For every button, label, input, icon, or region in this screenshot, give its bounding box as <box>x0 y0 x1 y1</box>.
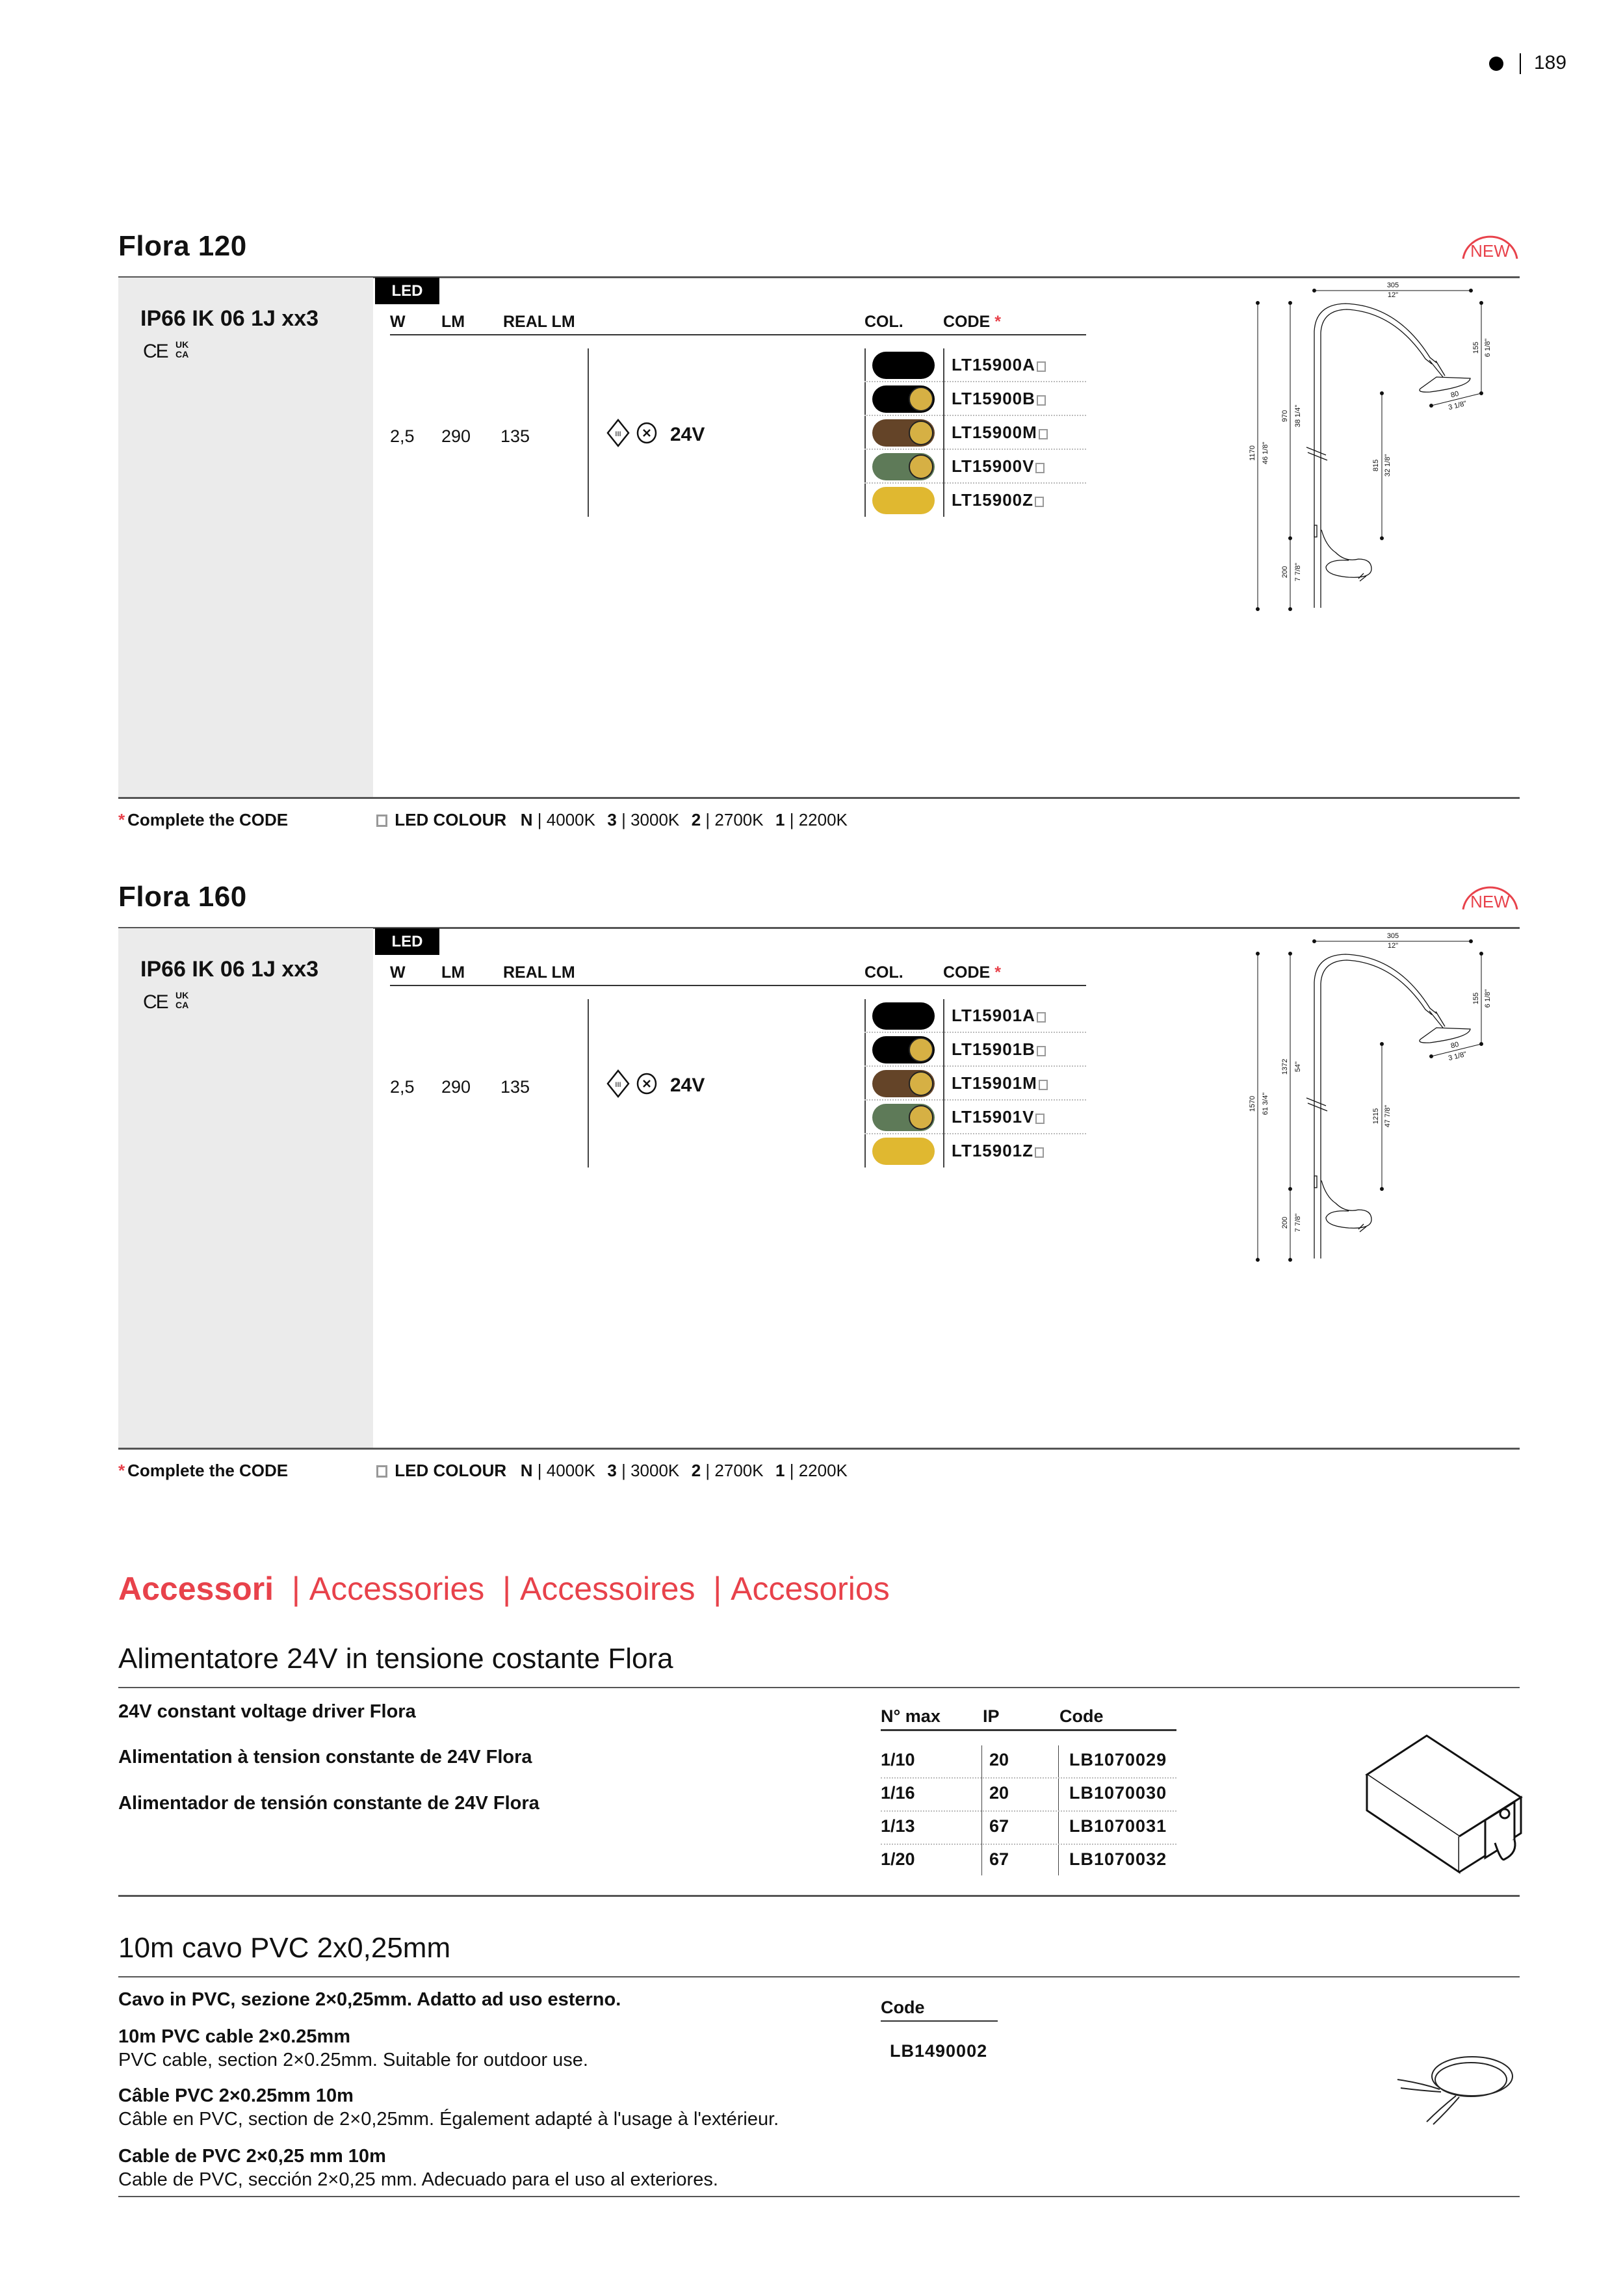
voltage-label: 24V <box>670 1075 705 1096</box>
dim-shade-in: 3 1/8" <box>1448 399 1468 412</box>
asterisk-icon: * <box>118 810 125 829</box>
header-col: COL. <box>864 963 903 982</box>
ce-mark-icon: CE <box>143 991 168 1013</box>
dim-head-in: 6 1/8" <box>1484 989 1492 1008</box>
value-real-lm: 135 <box>500 426 530 446</box>
driver-ip-cell: 67 <box>989 1816 1009 1836</box>
new-badge-label: NEW <box>1470 892 1510 911</box>
footnote-led-colour: LED COLOUR N | 4000K 3 | 3000K 2 | 2700K 1 | 2200K <box>375 1461 850 1481</box>
header-underline <box>390 985 1086 986</box>
colour-option-value: 2700K <box>714 1461 764 1480</box>
driver-header-code: Code <box>1059 1706 1104 1726</box>
header-code-label: CODE <box>943 313 991 331</box>
placeholder-box-icon <box>1035 463 1045 473</box>
colour-swatch-accent <box>909 1105 933 1130</box>
colour-swatch-accent <box>909 387 933 411</box>
dim-height-mm: 1215 <box>1372 1108 1380 1125</box>
column-divider <box>588 348 589 517</box>
footnote-complete-label: Complete the CODE <box>127 1461 289 1480</box>
product-code <box>952 1073 1048 1093</box>
colour-swatch-accent <box>909 454 933 479</box>
header-col: COL. <box>864 313 903 331</box>
placeholder-box-icon <box>1035 1114 1045 1124</box>
product-title: Flora 120 <box>118 230 247 262</box>
ukca-mark-icon: UK CA <box>175 339 189 359</box>
product-code <box>952 423 1048 443</box>
voltage-label: 24V <box>670 424 705 445</box>
header-code <box>943 963 1001 982</box>
value-lm: 290 <box>441 426 471 446</box>
dim-shade-mm: 80 <box>1449 1040 1460 1050</box>
asterisk-icon: * <box>994 313 1001 331</box>
colour-code-row <box>864 348 1086 382</box>
ukca-mark-icon: UK CA <box>175 990 189 1010</box>
colour-option-value: 2700K <box>714 810 764 829</box>
colour-option-value: 4000K <box>546 1461 595 1480</box>
cable-desc-en: PVC cable, section 2×0.25mm. Suitable for outdoor use. <box>118 2050 588 2070</box>
placeholder-box-icon <box>1035 497 1044 507</box>
dim-reach-in: 12" <box>1387 291 1399 299</box>
dim-shade-mm: 80 <box>1449 389 1460 400</box>
asterisk-icon: * <box>994 963 1001 982</box>
colour-code-row <box>864 1033 1086 1067</box>
dim-base-mm: 200 <box>1281 1216 1289 1229</box>
dim-pole-mm: 1372 <box>1281 1058 1289 1075</box>
product-code-text: LT15901B <box>952 1039 1035 1059</box>
section-bottom-rule <box>118 797 1520 799</box>
colour-option-value: 2200K <box>798 1461 848 1480</box>
product-code <box>952 1039 1046 1060</box>
colour-option-key: 2 <box>691 1461 701 1480</box>
driver-line-es: Alimentador de tensión constante de 24V Flora <box>118 1793 539 1814</box>
header-code <box>943 313 1001 332</box>
dim-total-in: 61 3/4" <box>1262 1092 1269 1115</box>
header-real-lm: REAL LM <box>503 963 575 982</box>
cable-top-rule <box>118 1976 1520 1977</box>
colour-option-key: 1 <box>775 1461 785 1480</box>
driver-ip-cell: 20 <box>989 1750 1009 1769</box>
new-badge <box>1461 229 1520 260</box>
driver-nmax-cell: 1/13 <box>881 1816 915 1836</box>
cable-title-fr: Câble PVC 2×0.25mm 10m <box>118 2085 354 2106</box>
colour-option-value: 3000K <box>630 810 680 829</box>
driver-bottom-rule <box>118 1895 1520 1897</box>
driver-title: Alimentatore 24V in tensione costante Flora <box>118 1643 673 1675</box>
colour-code-row <box>864 484 1086 517</box>
driver-code-cell: LB1070029 <box>1069 1750 1167 1769</box>
colour-option-key: 3 <box>607 1461 617 1480</box>
product-code <box>952 1006 1046 1026</box>
no-cover-icon <box>636 1072 658 1095</box>
class-iii-icon <box>606 419 630 447</box>
colour-swatch-accent <box>909 1037 933 1062</box>
dimension-drawing <box>1235 273 1534 793</box>
colour-swatch <box>872 1036 935 1063</box>
dim-reach-in: 12" <box>1387 942 1399 950</box>
header-code-label: CODE <box>943 963 991 982</box>
cable-bottom-rule <box>118 2196 1520 2197</box>
header-lm: LM <box>441 313 465 331</box>
dim-reach-mm: 305 <box>1386 281 1399 289</box>
colour-option-key: 2 <box>691 810 701 829</box>
value-w: 2,5 <box>390 1077 415 1097</box>
driver-code-cell: LB1070030 <box>1069 1783 1167 1803</box>
driver-nmax-cell: 1/10 <box>881 1750 915 1769</box>
checkbox-icon <box>376 1465 387 1478</box>
product-code-text: LT15900Z <box>952 490 1034 510</box>
driver-nmax-cell: 1/16 <box>881 1783 915 1803</box>
cable-desc-es: Cable de PVC, sección 2×0,25 mm. Adecuado para el uso al exteriores. <box>118 2169 718 2190</box>
product-code-text: LT15900B <box>952 389 1035 408</box>
dim-shade-in: 3 1/8" <box>1448 1050 1468 1063</box>
cable-code-header: Code <box>881 1998 925 2017</box>
placeholder-box-icon <box>1035 1147 1044 1158</box>
colour-swatch-accent <box>909 1071 933 1096</box>
driver-line-fr: Alimentation à tension constante de 24V Flora <box>118 1747 532 1768</box>
driver-product-image <box>1362 1729 1524 1895</box>
dim-total-mm: 1570 <box>1249 1095 1256 1112</box>
header-w: W <box>390 313 406 331</box>
header-lm: LM <box>441 963 465 982</box>
placeholder-box-icon <box>1037 1046 1046 1056</box>
section-bottom-rule <box>118 1448 1520 1450</box>
ip-rating: IP66 IK 06 1J xx3 <box>140 957 319 982</box>
header-w: W <box>390 963 406 982</box>
product-code-text: LT15901V <box>952 1107 1035 1127</box>
led-tag: LED <box>375 928 439 955</box>
driver-top-rule <box>118 1687 1520 1688</box>
colour-option-value: 2200K <box>798 810 848 829</box>
colour-code-row <box>864 1134 1086 1168</box>
footnote-complete-code <box>118 1461 291 1481</box>
checkbox-icon <box>376 815 387 827</box>
row-separator <box>881 1777 1176 1779</box>
ce-mark-icon: CE <box>143 341 168 362</box>
colour-option-key: 1 <box>775 810 785 829</box>
product-code-text: LT15900A <box>952 355 1035 374</box>
colour-code-row <box>864 999 1086 1033</box>
colour-swatch-accent <box>909 421 933 445</box>
colour-swatch <box>872 352 935 379</box>
product-section <box>0 221 1623 845</box>
product-section <box>0 872 1623 1496</box>
dim-total-mm: 1170 <box>1249 445 1256 461</box>
driver-header-underline <box>881 1729 1176 1731</box>
colour-code-row <box>864 1101 1086 1134</box>
no-cover-icon <box>636 421 658 445</box>
colour-swatch <box>872 453 935 480</box>
dim-base-mm: 200 <box>1281 566 1289 579</box>
product-code <box>952 490 1044 510</box>
colour-option-value: 4000K <box>546 810 595 829</box>
product-code <box>952 1141 1044 1161</box>
footnote-led-colour: LED COLOUR N | 4000K 3 | 3000K 2 | 2700K 1 | 2200K <box>375 810 850 830</box>
colour-code-row <box>864 450 1086 484</box>
colour-code-row <box>864 382 1086 416</box>
product-code <box>952 456 1045 476</box>
cable-desc-fr: Câble en PVC, section de 2×0,25mm. Également adapté à l'usage à l'extérieur. <box>118 2109 779 2130</box>
asterisk-icon: * <box>118 1461 125 1480</box>
heading-es: Accesorios <box>731 1571 890 1607</box>
value-lm: 290 <box>441 1077 471 1097</box>
placeholder-box-icon <box>1037 1012 1046 1023</box>
product-code-text: LT15900M <box>952 423 1037 442</box>
driver-ip-cell: 67 <box>989 1849 1009 1869</box>
dim-base-in: 7 7/8" <box>1294 562 1302 582</box>
heading-fr: Accessoires <box>519 1571 695 1607</box>
dim-height-in: 32 1/8" <box>1384 454 1392 477</box>
cable-code-underline <box>881 2020 998 2022</box>
new-badge-label: NEW <box>1470 241 1510 260</box>
dim-head-mm: 155 <box>1472 992 1480 1005</box>
dim-pole-in: 54" <box>1294 1061 1302 1073</box>
dim-pole-in: 38 1/4" <box>1294 404 1302 428</box>
dim-head-mm: 155 <box>1472 341 1480 354</box>
row-separator <box>881 1844 1176 1845</box>
product-code-text: LT15901M <box>952 1073 1037 1093</box>
page-number: 189 <box>1534 52 1567 73</box>
new-badge <box>1461 880 1520 911</box>
colour-code-row <box>864 1067 1086 1101</box>
driver-ip-cell: 20 <box>989 1783 1009 1803</box>
driver-line-en: 24V constant voltage driver Flora <box>118 1701 416 1722</box>
colour-swatch <box>872 1138 935 1165</box>
driver-nmax-cell: 1/20 <box>881 1849 915 1869</box>
dim-base-in: 7 7/8" <box>1294 1213 1302 1233</box>
dim-height-in: 47 7/8" <box>1384 1104 1392 1128</box>
heading-en: Accessories <box>309 1571 485 1607</box>
placeholder-box-icon <box>1037 361 1046 372</box>
product-code <box>952 389 1046 409</box>
colour-swatch <box>872 419 935 447</box>
heading-it: Accessori <box>118 1571 274 1607</box>
colour-option-key: 3 <box>607 810 617 829</box>
footnote-complete-code <box>118 810 291 830</box>
led-tag: LED <box>375 278 439 304</box>
driver-code-cell: LB1070031 <box>1069 1816 1167 1836</box>
page-divider <box>1520 53 1521 74</box>
product-code-text: LT15901A <box>952 1006 1035 1025</box>
cable-desc-it: Cavo in PVC, sezione 2×0,25mm. Adatto ad uso esterno. <box>118 1989 621 2010</box>
placeholder-box-icon <box>1039 1080 1048 1090</box>
driver-header-ip: IP <box>983 1706 1000 1726</box>
dim-reach-mm: 305 <box>1386 932 1399 940</box>
page-marker-dot <box>1489 57 1503 71</box>
colour-code-row <box>864 416 1086 450</box>
dim-head-in: 6 1/8" <box>1484 338 1492 358</box>
footnote-complete-label: Complete the CODE <box>127 810 289 829</box>
colour-option-value: 3000K <box>630 1461 680 1480</box>
driver-code-cell: LB1070032 <box>1069 1849 1167 1869</box>
header-real-lm: REAL LM <box>503 313 575 331</box>
product-code <box>952 355 1046 375</box>
column-divider <box>588 999 589 1168</box>
placeholder-box-icon <box>1037 395 1046 406</box>
row-separator <box>881 1810 1176 1812</box>
ip-rating: IP66 IK 06 1J xx3 <box>140 306 319 331</box>
dim-height-mm: 815 <box>1372 459 1380 472</box>
colour-swatch <box>872 1104 935 1131</box>
cable-title-es: Cable de PVC 2×0,25 mm 10m <box>118 2146 386 2167</box>
colour-swatch <box>872 1002 935 1030</box>
colour-swatch <box>872 385 935 413</box>
cable-product-image <box>1394 2044 1518 2128</box>
dimension-drawing <box>1235 924 1534 1444</box>
driver-header-nmax: N° max <box>881 1706 941 1726</box>
product-code <box>952 1107 1045 1127</box>
header-underline <box>390 334 1086 335</box>
colour-swatch <box>872 487 935 514</box>
product-title: Flora 160 <box>118 881 247 913</box>
accessories-heading: Accessori | Accessories | Accessoires | Accesorios <box>118 1571 890 1607</box>
class-iii-icon <box>606 1069 630 1098</box>
value-w: 2,5 <box>390 426 415 446</box>
svg-text:III: III <box>615 1081 621 1089</box>
colour-swatch <box>872 1070 935 1097</box>
dim-pole-mm: 970 <box>1281 410 1289 423</box>
svg-text:III: III <box>615 430 621 438</box>
placeholder-box-icon <box>1039 429 1048 439</box>
colour-option-key: N <box>520 810 533 829</box>
product-code-text: LT15901Z <box>952 1141 1034 1160</box>
led-colour-label: LED COLOUR <box>395 1461 507 1480</box>
product-code-text: LT15900V <box>952 456 1035 476</box>
dim-total-in: 46 1/8" <box>1262 441 1269 465</box>
cable-title: 10m cavo PVC 2x0,25mm <box>118 1932 451 1964</box>
value-real-lm: 135 <box>500 1077 530 1097</box>
colour-option-key: N <box>520 1461 533 1480</box>
cable-title-en: 10m PVC cable 2×0.25mm <box>118 2026 351 2047</box>
led-colour-label: LED COLOUR <box>395 810 507 829</box>
cable-code: LB1490002 <box>890 2041 988 2061</box>
